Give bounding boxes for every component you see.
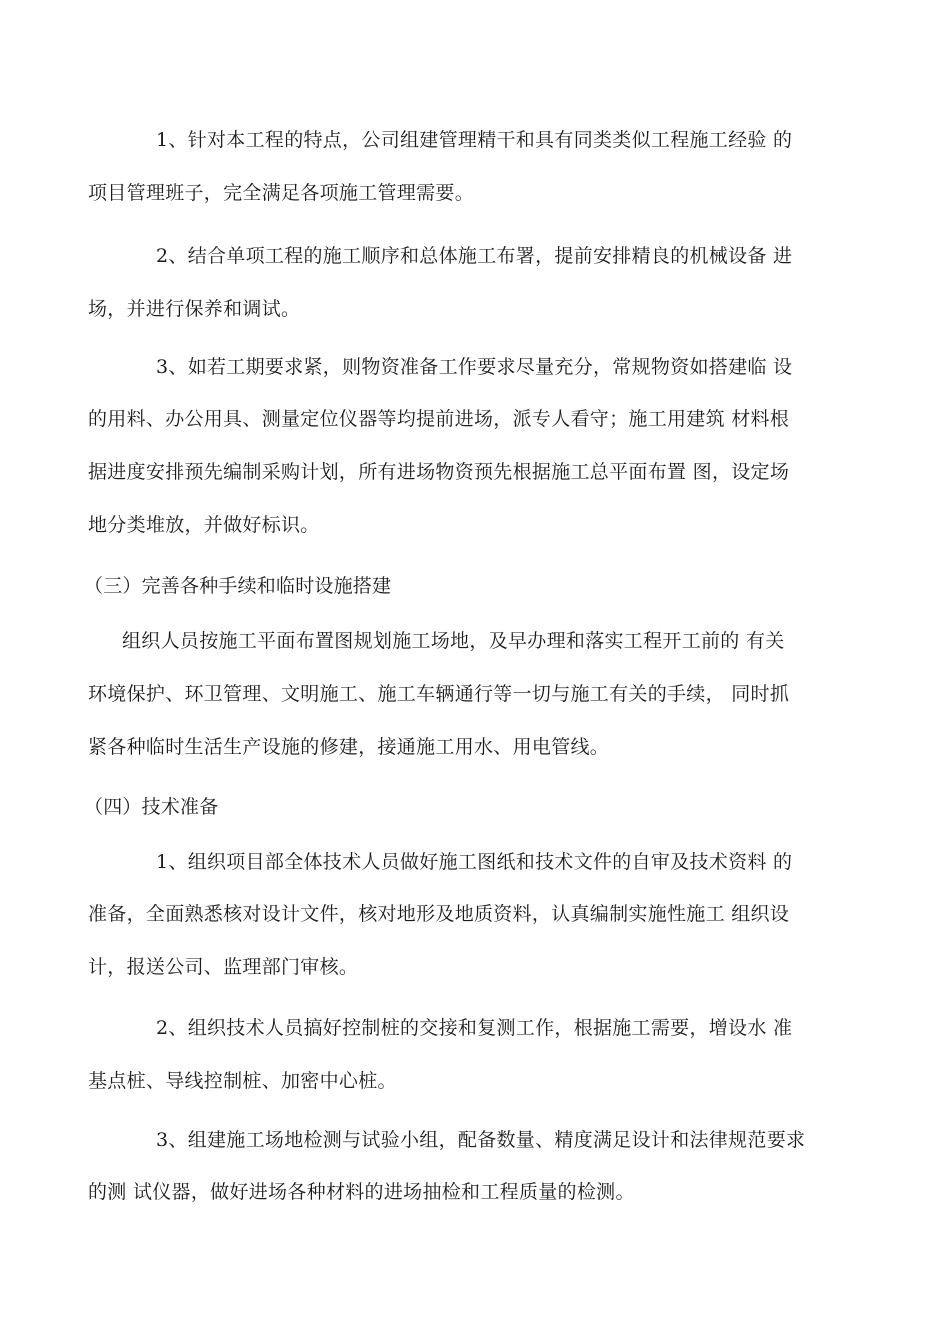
paragraph-2-line-2: 场，并进行保养和调试。 — [88, 298, 301, 320]
section-heading-3: （三）完善各种手续和临时设施搭建 — [84, 575, 392, 597]
paragraph-2-line-1: 2、结合单项工程的施工顺序和总体施工布署，提前安排精良的机械设备 进 — [156, 245, 793, 267]
paragraph-6-line-1: 2、组织技术人员搞好控制桩的交接和复测工作，根据施工需要，增设水 准 — [156, 1017, 793, 1039]
paragraph-4-line-1: 组织人员按施工平面布置图规划施工场地，及早办理和落实工程开工前的 有关 — [122, 630, 785, 652]
paragraph-3-line-1: 3、如若工期要求紧，则物资准备工作要求尽量充分，常规物资如搭建临 设 — [156, 356, 793, 378]
paragraph-5-line-1: 1、组织项目部全体技术人员做好施工图纸和技术文件的自审及技术资料 的 — [156, 851, 793, 873]
paragraph-7-line-2: 的测 试仪器，做好进场各种材料的进场抽检和工程质量的检测。 — [88, 1181, 635, 1203]
paragraph-5-line-2: 准备，全面熟悉核对设计文件，核对地形及地质资料，认真编制实施性施工 组织设 — [88, 903, 790, 925]
paragraph-1-line-2: 项目管理班子，完全满足各项施工管理需要。 — [88, 182, 475, 204]
paragraph-4-line-3: 紧各种临时生活生产设施的修建，接通施工用水、用电管线。 — [88, 736, 610, 758]
paragraph-7-line-1: 3、组建施工场地检测与试验小组，配备数量、精度满足设计和法律规范要求 — [156, 1129, 806, 1151]
paragraph-3-line-4: 地分类堆放，并做好标识。 — [88, 514, 320, 536]
paragraph-5-line-3: 计，报送公司、监理部门审核。 — [88, 956, 359, 978]
paragraph-4-line-2: 环境保护、环卫管理、文明施工、施工车辆通行等一切与施工有关的手续， 同时抓 — [88, 683, 790, 705]
paragraph-6-line-2: 基点桩、导线控制桩、加密中心桩。 — [88, 1070, 397, 1092]
paragraph-3-line-3: 据进度安排预先编制采购计划，所有进场物资预先根据施工总平面布置 图，设定场 — [88, 461, 790, 483]
paragraph-3-line-2: 的用料、办公用具、测量定位仪器等均提前进场，派专人看守；施工用建筑 材料根 — [88, 408, 790, 430]
section-heading-4: （四）技术准备 — [84, 796, 219, 818]
paragraph-1-line-1: 1、针对本工程的特点，公司组建管理精干和具有同类类似工程施工经验 的 — [156, 129, 793, 151]
